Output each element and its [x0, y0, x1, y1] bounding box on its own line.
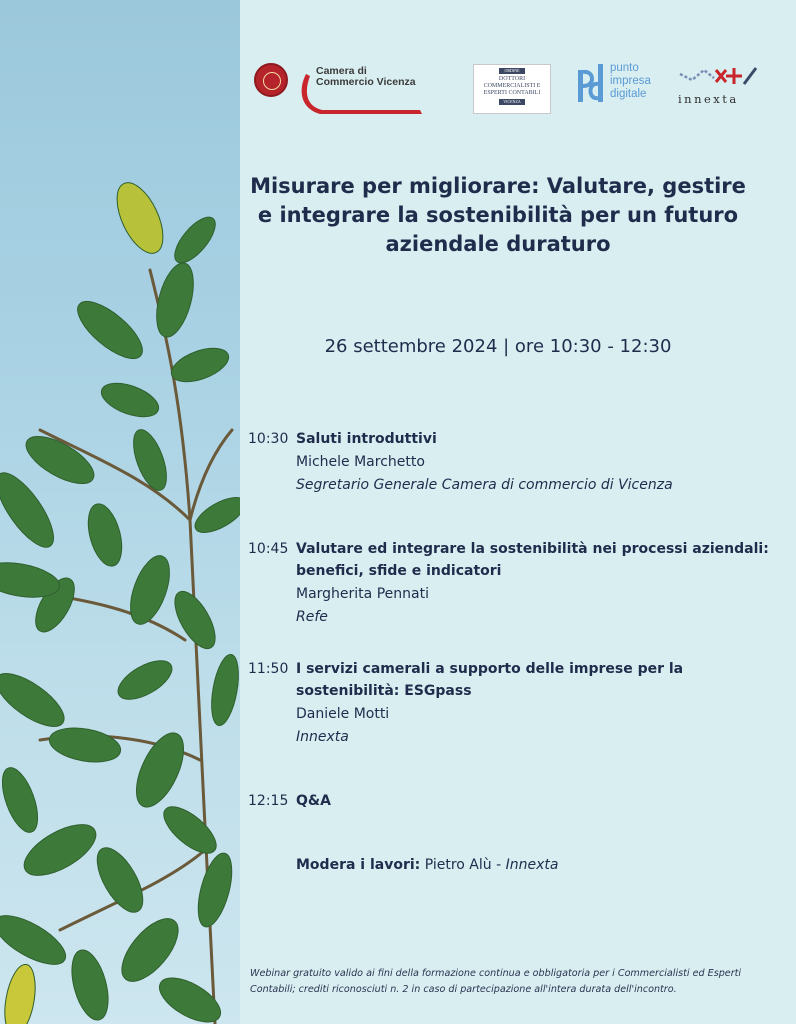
camera-commercio-logo	[296, 66, 424, 114]
speaker-name: Michele Marchetto	[296, 454, 425, 470]
city-seal-logo	[254, 63, 288, 97]
speaker-name: Daniele Motti	[296, 706, 390, 722]
session-title: Q&A	[296, 793, 331, 809]
speaker-name: Margherita Pennati	[296, 586, 429, 602]
dc-city-label: VICENZA	[499, 99, 525, 105]
pid-mark-icon	[576, 62, 606, 104]
session-title: Saluti introduttivi	[296, 431, 437, 447]
agenda-time: 11:50	[248, 661, 289, 677]
moderator-line	[296, 854, 558, 876]
dc-order-label: ORDINE	[499, 68, 525, 74]
innexta-name: innexta	[678, 92, 739, 106]
event-date: 26 settembre 2024 | ore 10:30 - 12:30	[324, 336, 672, 357]
punto-impresa-digitale-logo	[576, 60, 666, 116]
footer-note: Webinar gratuito valido ai fini della formazione continua e obbligatoria per i Commercialisti ed Esperti Contabili; crediti riconosciuti n. 2 in caso di partecipazione all'intera durata dell'incontro.	[250, 968, 742, 995]
pid-name: punto impresa digitale	[610, 62, 651, 100]
plant-photo	[0, 0, 240, 1024]
dottori-commercialisti-logo	[473, 64, 551, 114]
speaker-role: Segretario Generale Camera di commercio di Vicenza	[296, 477, 673, 493]
moderator-org: Innexta	[505, 857, 559, 873]
session-title: I servizi camerali a supporto delle imprese per la sostenibilità: ESGpass	[296, 661, 684, 699]
agenda-time: 10:30	[248, 431, 289, 447]
partner-logos	[250, 58, 770, 118]
innexta-logo	[678, 62, 770, 112]
speaker-role: Innexta	[296, 729, 349, 745]
leaf-illustration	[0, 0, 240, 1024]
event-title: Misurare per migliorare: Valutare, gestire e integrare la sostenibilità per un futuro aziendale duraturo	[250, 174, 746, 256]
agenda-time: 10:45	[248, 541, 289, 557]
dc-name: DOTTORI COMMERCIALISTI E ESPERTI CONTABILI	[483, 76, 541, 96]
innexta-mark-icon	[678, 62, 758, 88]
moderator-name: Pietro Alù -	[424, 857, 506, 873]
session-title: Valutare ed integrare la sostenibilità nei processi aziendali: benefici, sfide e indicatori	[296, 541, 769, 579]
camera-commercio-name: Camera di Commercio Vicenza	[316, 65, 416, 88]
moderator-label: Modera i lavori:	[296, 857, 421, 873]
agenda-time: 12:15	[248, 793, 289, 809]
speaker-role: Refe	[296, 609, 328, 625]
